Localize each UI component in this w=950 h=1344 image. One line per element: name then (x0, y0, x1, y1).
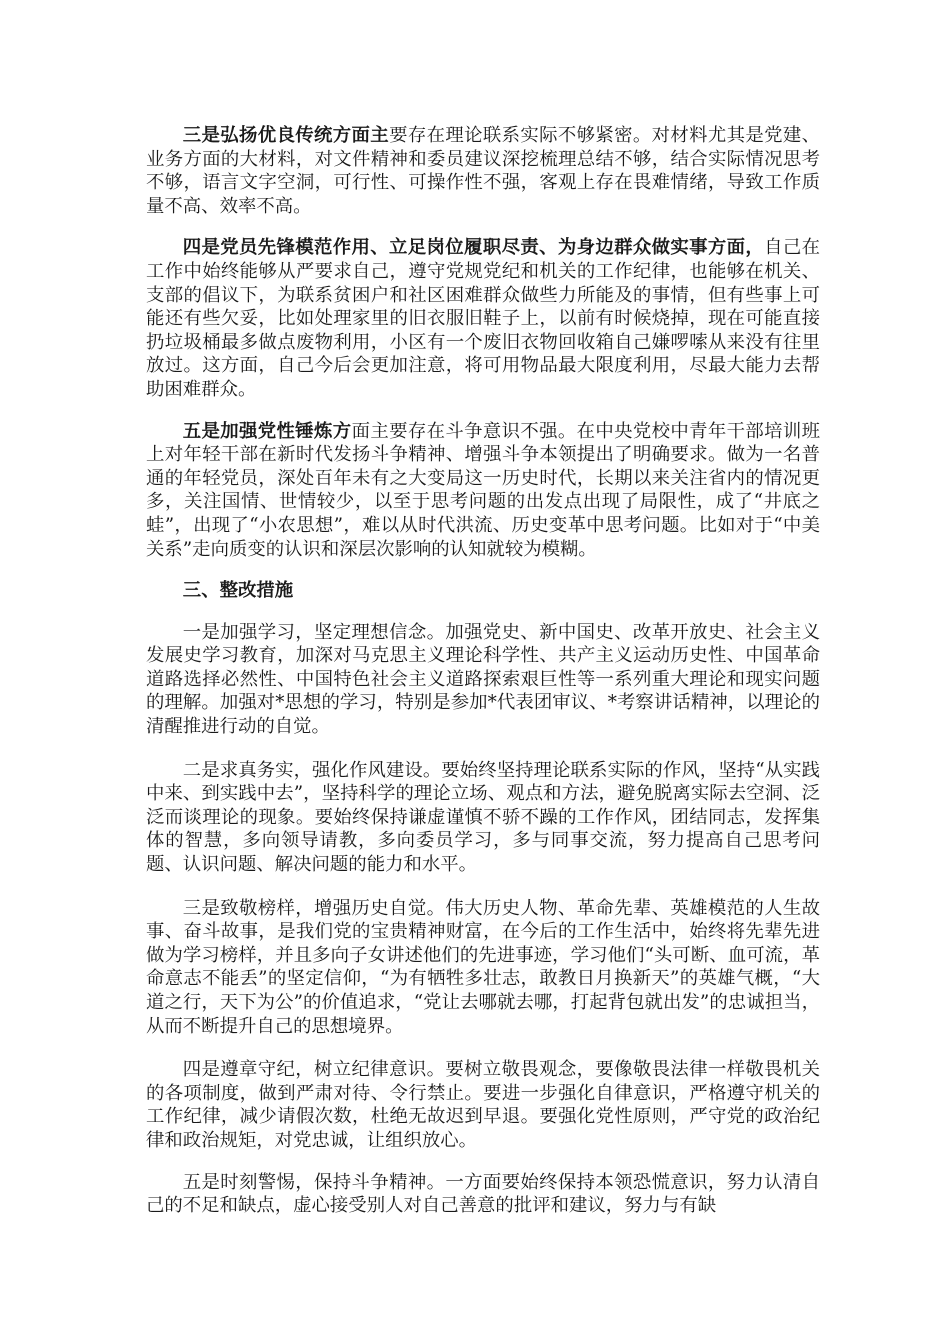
section-heading: 三、整改措施 (182, 580, 294, 602)
paragraph-body: 自己在工作中始终能够从严要求自己，遵守党规党纪和机关的工作纪律，也能够在机关、支部的倡议下，为联系贫困户和社区困难群众做些力所能及的事情，但有些事上可能还有些欠妥，比如处理家里的旧衣服旧鞋子上，以前有时候烧掉，现在可能直接扔垃圾桶最多做点废物利用，小区有一个废旧衣物回收箱自己嫌啰嗦从来没有往里放过。这方面，自己今后会更加注意，将可用物品最大限度利用，尽最大能力去帮助困难群众。 (146, 237, 820, 400)
measure-role-models: 三是致敬榜样，增强历史自觉。伟大历史人物、革命先辈、英雄模范的人生故事、奋斗故事，是我们党的宝贵精神财富，在今后的工作生活中，始终将先辈先进做为学习榜样，并且多向子女讲述他们的先进事迹，学习他们“头可断、血可流，革命意志不能丢”的坚定信仰，“为有牺牲多壮志，敢教日月换新天”的英雄气概，“大道之行，天下为公”的价值追求，“党让去哪就去哪，打起背包就出发”的忠诚担当，从而不断提升自己的思想境界。 (146, 897, 820, 1037)
paragraph-body: 面主要存在斗争意识不强。在中央党校中青年干部培训班上对年轻干部在新时代发扬斗争精神、增强斗争本领提出了明确要求。做为一名普通的年轻党员，深处百年未有之大变局这一历史时代，长期以来关注省内的情况更多，关注国情、世情较少，以至于思考问题的出发点出现了局限性，成了“井底之蛙”，出现了“小农思想”，难以从时代洪流、历史变革中思考问题。比如对于“中美关系”走向质变的认识和深层次影响的认知就较为模糊。 (146, 420, 820, 560)
measure-study: 一是加强学习，坚定理想信念。加强党史、新中国史、改革开放史、社会主义发展史学习教育，加深对马克思主义理论科学性、共产主义运动历史性、中国革命道路选择必然性、中国特色社会主义道路探索艰巨性等一系列重大理论和现实问题的理解。加强对*思想的学习，特别是参加*代表团审议、*考察讲话精神，以理论的清醒推进行动的自觉。 (146, 621, 820, 738)
paragraph-vanguard (146, 236, 820, 401)
document-page (146, 124, 820, 1218)
paragraph-lead: 三是弘扬优良传统方面主 (182, 125, 390, 146)
measure-style: 二是求真务实，强化作风建设。要始终坚持理论联系实际的作风，坚持“从实践中来、到实践中去”，坚持科学的理论立场、观点和方法，避免脱离实际去空洞、泛泛而谈理论的现象。要始终保持谦虚谨慎不骄不躁的工作作风，团结同志，发挥集体的智慧，多向领导请教，多向委员学习，多与同事交流，努力提高自己思考问题、认识问题、解决问题的能力和水平。 (146, 759, 820, 876)
paragraph-party-spirit (146, 420, 820, 562)
measure-discipline: 四是遵章守纪，树立纪律意识。要树立敬畏观念，要像敬畏法律一样敬畏机关的各项制度，做到严肃对待、令行禁止。要进一步强化自律意识，严格遵守机关的工作纪律，减少请假次数，杜绝无故迟到早退。要强化党性原则，严守党的政治纪律和政治规矩，对党忠诚，让组织放心。 (146, 1059, 820, 1151)
measure-struggle: 五是时刻警惕，保持斗争精神。一方面要始终保持本领恐慌意识，努力认清自己的不足和缺点，虚心接受别人对自己善意的批评和建议，努力与有缺 (146, 1171, 820, 1217)
paragraph-lead: 五是加强党性锤炼方 (182, 420, 352, 442)
paragraph-tradition (146, 124, 820, 218)
paragraph-body: 要存在理论联系实际不够紧密。对材料尤其是党建、业务方面的大材料，对文件精神和委员建议深挖梳理总结不够，结合实际情况思考不够，语言文字空洞，可行性、可操作性不强，客观上存在畏难情绪，导致工作质量不高、效率不高。 (146, 125, 820, 217)
paragraph-lead: 四是党员先锋模范作用、立足岗位履职尽责、为身边群众做实事方面， (182, 237, 765, 259)
